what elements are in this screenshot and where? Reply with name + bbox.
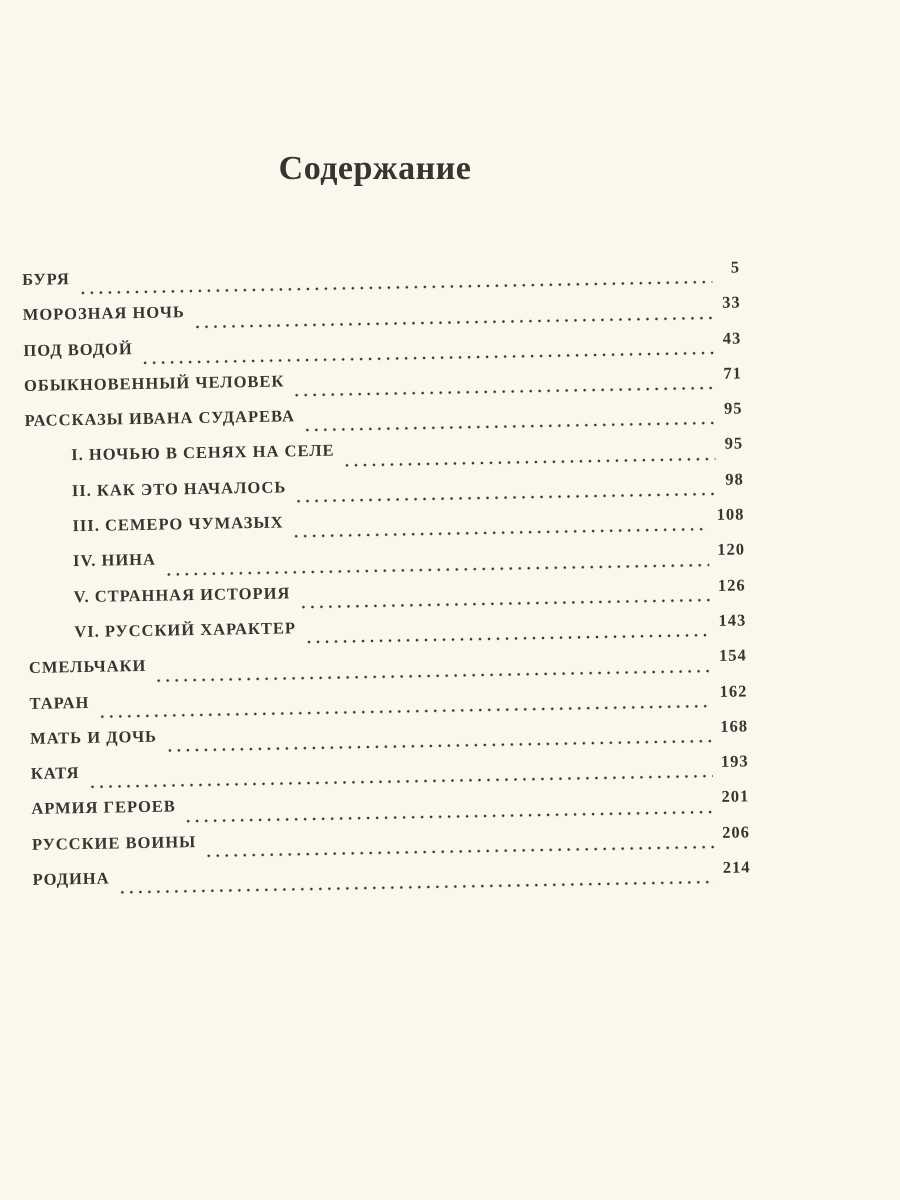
dot-leader (118, 880, 715, 894)
dot-leader (299, 598, 711, 609)
toc-entry-page: 5 (730, 257, 741, 277)
toc-entry-page: 120 (717, 539, 746, 560)
toc-entry-title: III. СЕМЕРО ЧУМАЗЫХ (72, 512, 284, 536)
dot-leader (98, 704, 712, 719)
toc-entry-title: ОБЫКНОВЕННЫЙ ЧЕЛОВЕК (23, 371, 285, 395)
dot-leader (165, 739, 712, 753)
toc-entry-page: 98 (725, 469, 744, 489)
toc-entry-title: МОРОЗНАЯ НОЧЬ (22, 302, 185, 325)
dot-leader (343, 457, 716, 468)
toc-entry-page: 71 (723, 363, 743, 383)
dot-leader (141, 351, 714, 365)
toc-entry-title: МАТЬ И ДОЧЬ (30, 726, 158, 748)
dot-leader (78, 280, 712, 295)
toc-entry-page: 108 (716, 504, 745, 524)
toc-entry-page: 95 (724, 433, 744, 454)
toc-entry-title: V. СТРАННАЯ ИСТОРИЯ (73, 583, 291, 606)
dot-leader (184, 810, 714, 823)
toc-entry-title: ТАРАН (29, 692, 90, 713)
dot-leader (204, 845, 714, 858)
toc-entry-page: 168 (720, 716, 749, 736)
toc-entry-title: РАССКАЗЫ ИВАНА СУДАРЕВА (24, 406, 296, 431)
toc-entry-page: 193 (720, 751, 749, 772)
dot-leader (294, 492, 716, 503)
dot-leader (292, 527, 709, 538)
toc-entry-title: РОДИНА (32, 868, 110, 889)
toc-entry-title: БУРЯ (22, 269, 70, 289)
toc-entry-page: 126 (717, 575, 746, 595)
dot-leader (193, 316, 713, 329)
toc-entry-title: АРМИЯ ГЕРОЕВ (31, 796, 177, 819)
toc-entry-title: I. НОЧЬЮ В СЕНЯХ НА СЕЛЕ (71, 441, 335, 465)
dot-leader (88, 774, 713, 789)
dot-leader (155, 669, 712, 683)
toc-entry-page: 143 (718, 610, 747, 630)
toc-entry-page: 201 (721, 786, 750, 807)
dot-leader (304, 633, 711, 644)
toc-entry-title: РУССКИЕ ВОИНЫ (31, 831, 197, 854)
toc-entry-title: ПОД ВОДОЙ (23, 338, 133, 360)
toc-entry-page: 214 (722, 857, 751, 877)
toc-entry-title: IV. НИНА (72, 550, 157, 571)
table-of-contents (22, 257, 751, 905)
page-title: Содержание (278, 150, 472, 187)
dot-leader (303, 421, 715, 432)
toc-entry-title: СМЕЛЬЧАКИ (28, 656, 147, 678)
toc-entry-title: II. КАК ЭТО НАЧАЛОСЬ (71, 477, 287, 500)
dot-leader (293, 386, 715, 397)
dot-leader (164, 563, 709, 577)
toc-entry-title: КАТЯ (30, 763, 80, 784)
toc-entry-page: 162 (719, 680, 748, 701)
toc-entry-title: VI. РУССКИЙ ХАРАКТЕР (74, 618, 297, 642)
toc-entry-page: 95 (723, 398, 743, 418)
toc-entry-page: 43 (722, 328, 742, 348)
toc-entry-page: 154 (718, 645, 747, 666)
toc-entry-page: 206 (722, 822, 751, 842)
toc-entry-page: 33 (722, 292, 741, 313)
